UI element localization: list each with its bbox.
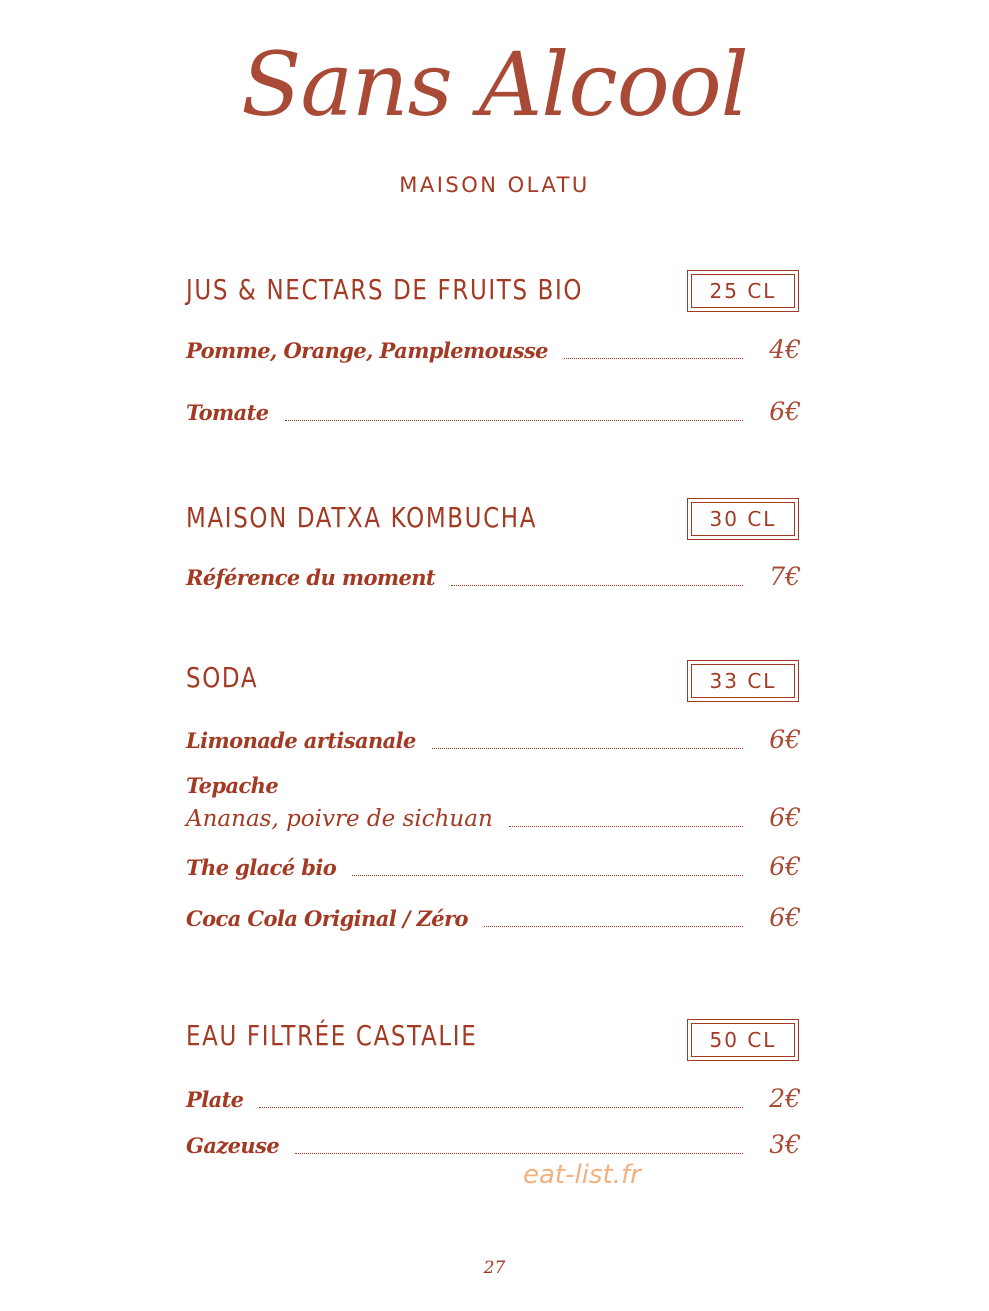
size-badge-label: 33 CL (691, 664, 795, 698)
size-badge-label: 30 CL (691, 502, 795, 536)
menu-item-name-tepache: Tepache (186, 773, 279, 798)
menu-item-row (186, 1084, 801, 1118)
dotted-leader (352, 874, 743, 876)
menu-item-row (186, 803, 801, 837)
menu-item-detail: Ananas, poivre de sichuan (186, 806, 493, 832)
menu-item-name: Tomate (186, 400, 269, 425)
dotted-leader (432, 747, 743, 749)
size-badge-soda (687, 660, 799, 702)
menu-item-price: 3€ (769, 1130, 801, 1159)
menu-item-name: Limonade artisanale (186, 728, 416, 753)
section-title-water: EAU FILTRÉE CASTALIE (186, 1019, 478, 1052)
menu-item-price: 6€ (769, 725, 801, 754)
size-badge-label: 25 CL (691, 274, 795, 308)
dotted-leader (295, 1152, 743, 1154)
menu-item-row (186, 335, 801, 369)
menu-item-name: Coca Cola Original / Zéro (186, 906, 468, 931)
menu-item-price: 7€ (769, 562, 801, 591)
menu-item-price: 6€ (769, 397, 801, 426)
menu-item-name: Plate (186, 1087, 244, 1112)
menu-item-row (186, 852, 801, 886)
menu-item-row (186, 725, 801, 759)
menu-title: Sans Alcool (241, 33, 748, 136)
dotted-leader (564, 357, 743, 359)
menu-item-name: Pomme, Orange, Pamplemousse (186, 338, 548, 363)
menu-item-price: 6€ (769, 852, 801, 881)
watermark: eat-list.fr (523, 1160, 641, 1190)
size-badge-label: 50 CL (691, 1023, 795, 1057)
section-title-kombucha: MAISON DATXA KOMBUCHA (186, 501, 538, 534)
size-badge-juices (687, 270, 799, 312)
menu-subtitle: MAISON OLATU (399, 173, 590, 197)
menu-item-name: The glacé bio (186, 855, 337, 880)
menu-item-row (186, 1130, 801, 1164)
menu-item-price: 4€ (769, 335, 801, 364)
dotted-leader (484, 925, 743, 927)
menu-item-name: Gazeuse (186, 1133, 280, 1158)
size-badge-water (687, 1019, 799, 1061)
dotted-leader (259, 1106, 743, 1108)
menu-item-row (186, 903, 801, 937)
menu-item-price: 6€ (769, 803, 801, 832)
menu-item-row (186, 562, 801, 596)
section-title-juices: JUS & NECTARS DE FRUITS BIO (186, 273, 584, 306)
menu-item-price: 2€ (769, 1084, 801, 1113)
menu-item-name: Référence du moment (186, 565, 435, 590)
dotted-leader (285, 419, 743, 421)
dotted-leader (451, 584, 743, 586)
size-badge-kombucha (687, 498, 799, 540)
dotted-leader (509, 825, 743, 827)
section-title-soda: SODA (186, 661, 259, 694)
page-number: 27 (483, 1258, 506, 1278)
menu-item-row (186, 397, 801, 431)
menu-item-price: 6€ (769, 903, 801, 932)
